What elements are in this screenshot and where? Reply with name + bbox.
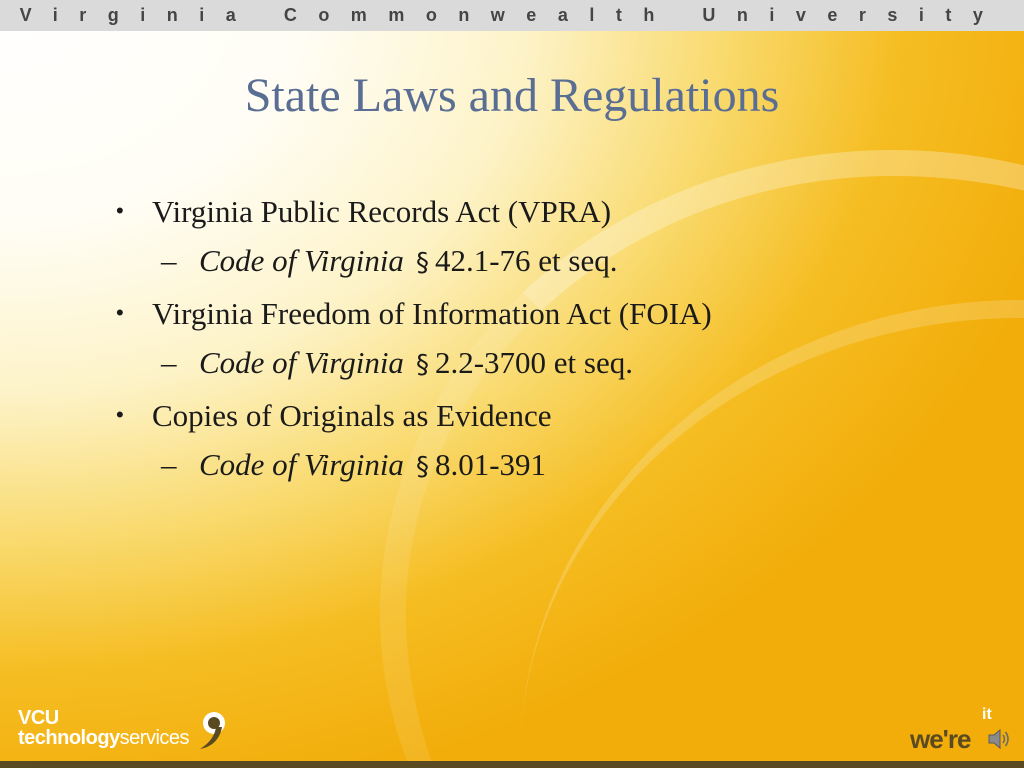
section-symbol: § (415, 452, 429, 482)
bullet-text: Virginia Freedom of Information Act (FOIA) (152, 296, 712, 331)
logo-tech-bold: technology (18, 727, 120, 749)
speaker-icon[interactable] (986, 726, 1012, 752)
slide-title: State Laws and Regulations (244, 69, 780, 122)
swirl-logo-icon (198, 709, 228, 751)
footer-bar (0, 761, 1024, 768)
bullet-marker: • (116, 300, 124, 325)
logo-it-superscript: it (982, 706, 992, 723)
bullet-marker: • (116, 198, 124, 223)
vcu-technology-services-logo (18, 707, 228, 753)
code-reference: Code of Virginia (199, 243, 404, 278)
logo-vcu-text: VCU (18, 707, 59, 729)
bullet-text: Copies of Originals as Evidence (152, 398, 552, 433)
university-header-bar (0, 0, 1024, 31)
code-reference: Code of Virginia (199, 345, 404, 380)
section-number: 8.01-391 (434, 447, 547, 482)
sub-bullet-item (116, 440, 976, 492)
section-number: 2.2-3700 et seq. (434, 345, 633, 380)
dash-marker: – (161, 447, 177, 482)
bullet-list (116, 186, 976, 492)
section-symbol: § (415, 248, 429, 278)
university-name: Virginia Commonwealth University (19, 5, 1005, 25)
bullet-item (116, 186, 976, 236)
logo-tech-text (18, 727, 189, 750)
bullet-text: Virginia Public Records Act (VPRA) (152, 194, 612, 229)
logo-services-light: services (119, 727, 190, 749)
were-it-logo (910, 706, 1010, 754)
logo-were-text: we're (910, 724, 971, 754)
bullet-item (116, 390, 976, 440)
dash-marker: – (161, 243, 177, 278)
sub-bullet-item (116, 236, 976, 288)
code-reference: Code of Virginia (199, 447, 404, 482)
section-symbol: § (415, 350, 429, 380)
section-number: 42.1-76 et seq. (434, 243, 618, 278)
dash-marker: – (161, 345, 177, 380)
bullet-item (116, 288, 976, 338)
bullet-marker: • (116, 402, 124, 427)
sub-bullet-item (116, 338, 976, 390)
